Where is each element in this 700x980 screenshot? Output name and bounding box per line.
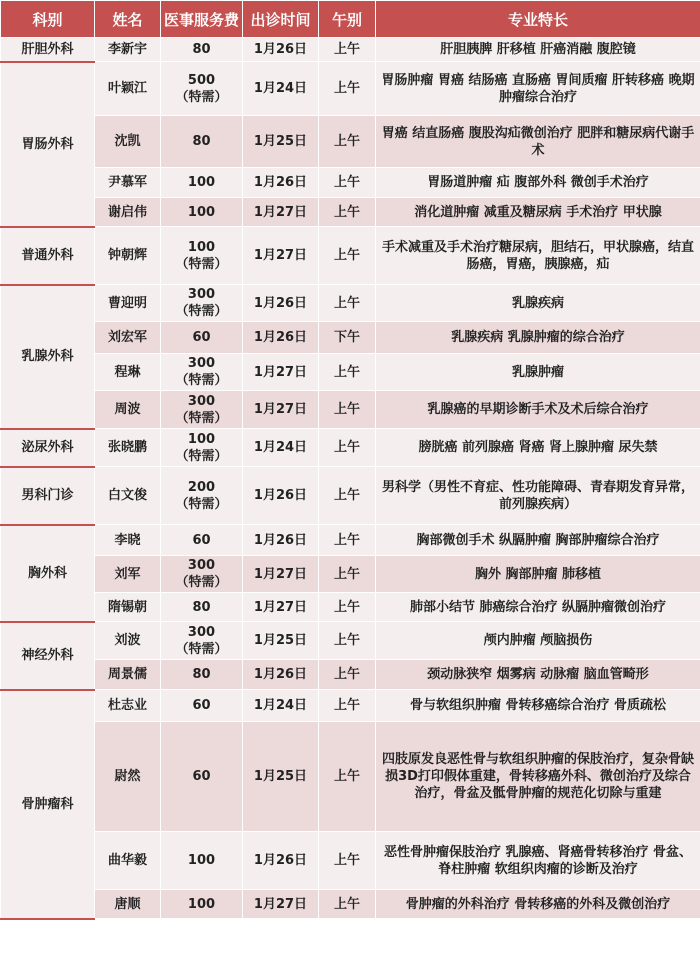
fee-cell [161, 429, 243, 467]
dept-cell: 胸外科 [1, 525, 95, 622]
fee-value: 300 [187, 558, 216, 573]
date-cell: 1月26日 [243, 38, 319, 62]
date-cell: 1月27日 [243, 198, 319, 227]
dept-cell: 男科门诊 [1, 467, 95, 525]
dept-cell: 泌尿外科 [1, 429, 95, 467]
fee-value: 60 [192, 330, 211, 345]
table-row [1, 62, 700, 116]
doctor-name-cell: 周波 [95, 391, 161, 429]
fee-value: 300 [187, 287, 216, 302]
fee-value: 200 [187, 479, 216, 495]
specialty-cell: 手术减重及手术治疗糖尿病，胆结石，甲状腺癌，结直肠癌，胃癌，胰腺癌，疝 [376, 227, 700, 285]
table-row [1, 556, 700, 593]
date-cell: 1月26日 [243, 525, 319, 556]
fee-note: （特需） [175, 410, 228, 426]
period-cell: 上午 [319, 690, 376, 722]
specialty-cell: 肝胆胰脾 肝移植 肝癌消融 腹腔镜 [376, 38, 700, 62]
period-cell: 上午 [319, 722, 376, 832]
fee-value: 80 [192, 599, 211, 615]
table-row [1, 832, 700, 890]
doctor-name-cell: 李晓 [95, 525, 161, 556]
specialty-cell: 乳腺疾病 [376, 285, 700, 322]
fee-note: （特需） [175, 89, 228, 105]
doctor-name-cell: 程琳 [95, 354, 161, 391]
dept-cell: 肝胆外科 [1, 38, 95, 62]
header-name: 姓名 [95, 1, 161, 38]
period-cell: 上午 [319, 116, 376, 168]
fee-cell [161, 391, 243, 429]
date-cell: 1月24日 [243, 429, 319, 467]
table-row [1, 285, 700, 322]
fee-cell [161, 660, 243, 690]
fee-value: 300 [187, 393, 216, 409]
fee-value: 300 [187, 356, 216, 371]
specialty-cell: 胃肠肿瘤 胃癌 结肠癌 直肠癌 胃间质瘤 肝转移癌 晚期肿瘤综合治疗 [376, 62, 700, 116]
table-row [1, 168, 700, 198]
doctor-name-cell: 唐顺 [95, 890, 161, 919]
table-header [1, 1, 700, 38]
fee-cell [161, 285, 243, 322]
date-cell: 1月27日 [243, 556, 319, 593]
table-row [1, 391, 700, 429]
table-row [1, 622, 700, 660]
doctor-name-cell: 钟朝辉 [95, 227, 161, 285]
date-cell: 1月26日 [243, 467, 319, 525]
fee-cell [161, 890, 243, 919]
fee-cell [161, 556, 243, 593]
doctor-name-cell: 刘波 [95, 622, 161, 660]
fee-note: （特需） [175, 373, 228, 388]
fee-value: 60 [192, 532, 211, 548]
fee-value: 60 [192, 698, 211, 713]
specialty-cell: 膀胱癌 前列腺癌 肾癌 肾上腺肿瘤 尿失禁 [376, 429, 700, 467]
fee-cell [161, 722, 243, 832]
fee-value: 500 [187, 72, 216, 88]
fee-value: 100 [187, 431, 216, 447]
date-cell: 1月26日 [243, 832, 319, 890]
date-cell: 1月26日 [243, 322, 319, 354]
fee-cell [161, 198, 243, 227]
doctor-name-cell: 尉然 [95, 722, 161, 832]
table-row [1, 198, 700, 227]
fee-cell [161, 168, 243, 198]
specialty-cell: 颅内肿瘤 颅脑损伤 [376, 622, 700, 660]
fee-value: 80 [192, 42, 211, 57]
fee-value: 100 [187, 175, 216, 190]
fee-cell [161, 690, 243, 722]
table-row [1, 116, 700, 168]
period-cell: 上午 [319, 168, 376, 198]
specialty-cell: 胸外 胸部肿瘤 肺移植 [376, 556, 700, 593]
doctor-name-cell: 李新宇 [95, 38, 161, 62]
table-row [1, 525, 700, 556]
fee-cell [161, 525, 243, 556]
date-cell: 1月24日 [243, 690, 319, 722]
date-cell: 1月27日 [243, 593, 319, 622]
fee-cell [161, 467, 243, 525]
doctor-name-cell: 沈凯 [95, 116, 161, 168]
period-cell: 上午 [319, 832, 376, 890]
date-cell: 1月26日 [243, 660, 319, 690]
fee-cell [161, 227, 243, 285]
fee-cell [161, 62, 243, 116]
specialty-cell: 恶性骨肿瘤保肢治疗 乳腺癌、肾癌骨转移治疗 骨盆、脊柱肿瘤 软组织肉瘤的诊断及治疗 [376, 832, 700, 890]
period-cell: 上午 [319, 525, 376, 556]
period-cell: 上午 [319, 556, 376, 593]
period-cell: 上午 [319, 285, 376, 322]
fee-note: （特需） [175, 256, 228, 272]
table-body [1, 38, 700, 919]
date-cell: 1月26日 [243, 168, 319, 198]
period-cell: 上午 [319, 354, 376, 391]
date-cell: 1月26日 [243, 285, 319, 322]
table-row [1, 429, 700, 467]
dept-cell: 神经外科 [1, 622, 95, 690]
date-cell: 1月27日 [243, 890, 319, 919]
period-cell: 上午 [319, 38, 376, 62]
header-dept: 科别 [1, 1, 95, 38]
date-cell: 1月27日 [243, 391, 319, 429]
dept-cell: 普通外科 [1, 227, 95, 285]
specialty-cell: 胸部微创手术 纵膈肿瘤 胸部肿瘤综合治疗 [376, 525, 700, 556]
date-cell: 1月24日 [243, 62, 319, 116]
doctor-name-cell: 谢启伟 [95, 198, 161, 227]
table-row [1, 38, 700, 62]
doctor-name-cell: 刘军 [95, 556, 161, 593]
table-row [1, 660, 700, 690]
table-row [1, 722, 700, 832]
period-cell: 上午 [319, 890, 376, 919]
specialty-cell: 男科学（男性不育症、性功能障碍、青春期发育异常，前列腺疾病） [376, 467, 700, 525]
doctor-name-cell: 曲华毅 [95, 832, 161, 890]
date-cell: 1月25日 [243, 116, 319, 168]
header-fee: 医事服务费 [161, 1, 243, 38]
period-cell: 上午 [319, 391, 376, 429]
period-cell: 上午 [319, 62, 376, 116]
specialty-cell: 肺部小结节 肺癌综合治疗 纵膈肿瘤微创治疗 [376, 593, 700, 622]
specialty-cell: 胃癌 结直肠癌 腹股沟疝微创治疗 肥胖和糖尿病代谢手术 [376, 116, 700, 168]
date-cell: 1月25日 [243, 722, 319, 832]
specialty-cell: 乳腺疾病 乳腺肿瘤的综合治疗 [376, 322, 700, 354]
dept-cell: 骨肿瘤科 [1, 690, 95, 919]
fee-note: （特需） [175, 496, 228, 512]
period-cell: 上午 [319, 467, 376, 525]
doctor-name-cell: 叶颖江 [95, 62, 161, 116]
period-cell: 下午 [319, 322, 376, 354]
dept-cell: 胃肠外科 [1, 62, 95, 227]
specialty-cell: 骨与软组织肿瘤 骨转移癌综合治疗 骨质疏松 [376, 690, 700, 722]
table-row [1, 354, 700, 391]
doctor-name-cell: 张晓鹏 [95, 429, 161, 467]
doctor-name-cell: 白文俊 [95, 467, 161, 525]
fee-value: 100 [187, 204, 216, 220]
fee-cell [161, 593, 243, 622]
table-row [1, 227, 700, 285]
doctor-name-cell: 隋锡朝 [95, 593, 161, 622]
table-row [1, 890, 700, 919]
table-row [1, 322, 700, 354]
specialty-cell: 胃肠道肿瘤 疝 腹部外科 微创手术治疗 [376, 168, 700, 198]
doctor-name-cell: 杜志业 [95, 690, 161, 722]
fee-note: （特需） [175, 448, 228, 464]
fee-value: 100 [187, 239, 216, 255]
period-cell: 上午 [319, 593, 376, 622]
fee-value: 60 [192, 769, 211, 784]
fee-cell [161, 622, 243, 660]
fee-value: 80 [192, 667, 211, 682]
dept-cell: 乳腺外科 [1, 285, 95, 429]
date-cell: 1月25日 [243, 622, 319, 660]
specialty-cell: 骨肿瘤的外科治疗 骨转移癌的外科及微创治疗 [376, 890, 700, 919]
header-specialty: 专业特长 [376, 1, 700, 38]
table-row [1, 593, 700, 622]
fee-cell [161, 832, 243, 890]
header-date: 出诊时间 [243, 1, 319, 38]
fee-cell [161, 116, 243, 168]
specialty-cell: 颈动脉狭窄 烟雾病 动脉瘤 脑血管畸形 [376, 660, 700, 690]
doctor-name-cell: 周景儒 [95, 660, 161, 690]
fee-note: （特需） [175, 304, 228, 319]
date-cell: 1月27日 [243, 354, 319, 391]
fee-cell [161, 38, 243, 62]
period-cell: 上午 [319, 429, 376, 467]
table-row [1, 467, 700, 525]
period-cell: 上午 [319, 198, 376, 227]
doctor-name-cell: 刘宏军 [95, 322, 161, 354]
doctor-name-cell: 曹迎明 [95, 285, 161, 322]
specialty-cell: 乳腺癌的早期诊断手术及术后综合治疗 [376, 391, 700, 429]
period-cell: 上午 [319, 227, 376, 285]
header-row [1, 1, 700, 38]
fee-cell [161, 354, 243, 391]
table-row [1, 690, 700, 722]
fee-value: 300 [187, 624, 216, 640]
fee-cell [161, 322, 243, 354]
doctor-name-cell: 尹慕军 [95, 168, 161, 198]
date-cell: 1月27日 [243, 227, 319, 285]
fee-value: 100 [187, 853, 216, 868]
period-cell: 上午 [319, 622, 376, 660]
fee-value: 80 [192, 134, 211, 149]
header-period: 午别 [319, 1, 376, 38]
period-cell: 上午 [319, 660, 376, 690]
fee-note: （特需） [175, 575, 228, 590]
fee-note: （特需） [175, 641, 228, 657]
specialty-cell: 乳腺肿瘤 [376, 354, 700, 391]
fee-value: 100 [187, 896, 216, 912]
specialty-cell: 消化道肿瘤 减重及糖尿病 手术治疗 甲状腺 [376, 198, 700, 227]
specialty-cell: 四肢原发良恶性骨与软组织肿瘤的保肢治疗，复杂骨缺损3D打印假体重建，骨转移癌外科、微创治疗及综合治疗，骨盆及骶骨肿瘤的规范化切除与重建 [376, 722, 700, 832]
